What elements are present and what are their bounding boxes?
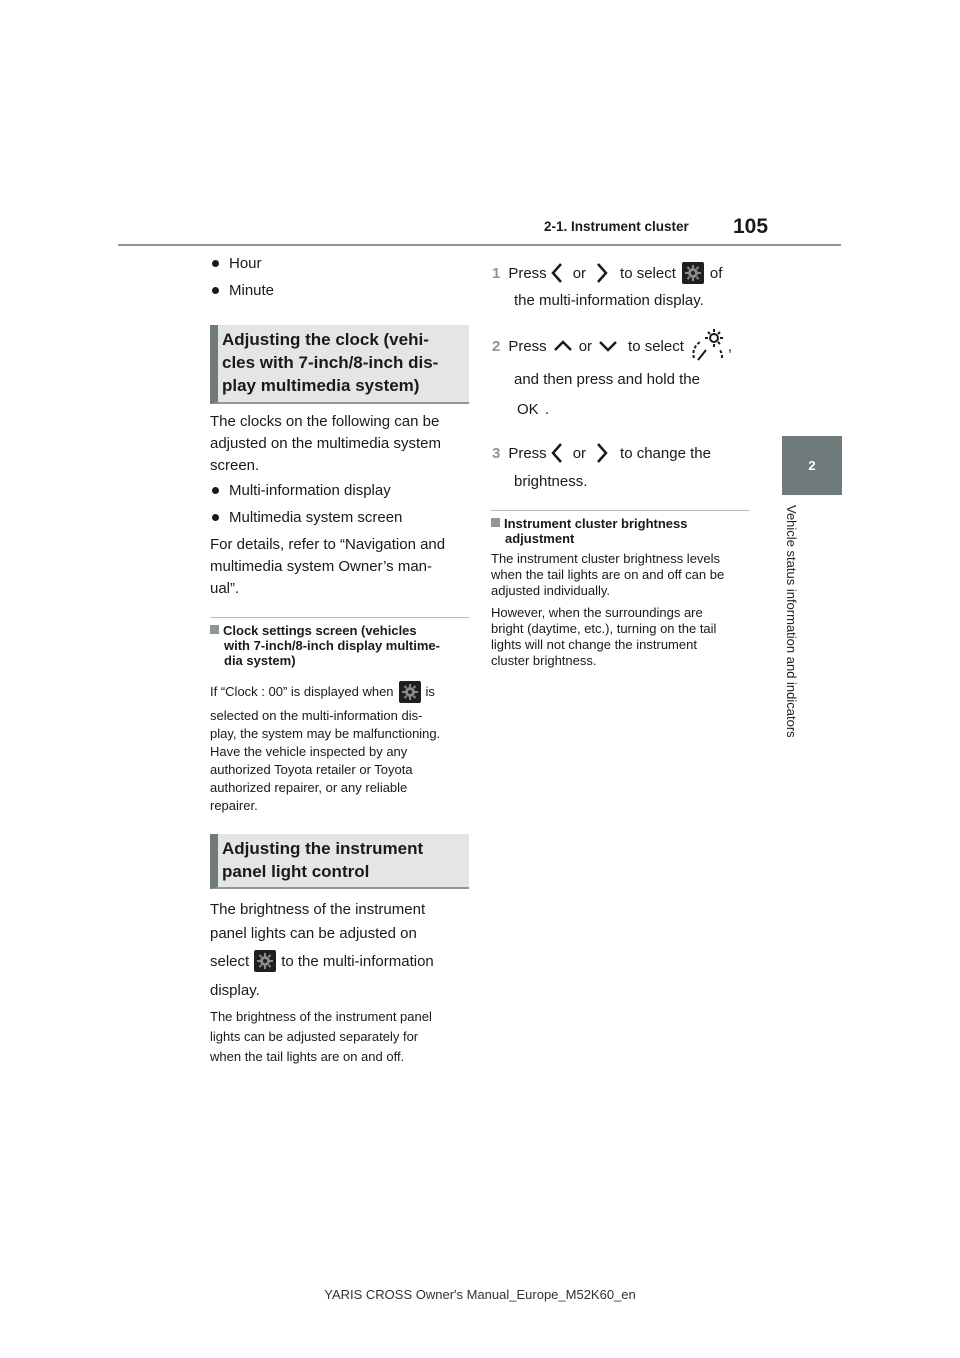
note-clock-line1: If “Clock : 00” is displayed when is — [210, 681, 472, 703]
chapter-tab — [782, 436, 842, 495]
subsection-divider — [210, 617, 469, 618]
paragraph-brightness: The brightness of the instrument panel lights can be adjusted on — [210, 901, 426, 942]
chevron-right-icon — [590, 261, 612, 285]
note-brightness: The brightness of the instrument panel lights can be adjusted separately for when the tail lights are on and off. — [210, 1009, 432, 1064]
note-cluster-surroundings: However, when the surroundings are bright (daytime, etc.), turning on the tail lights will not change the instrument cluster brightness. — [491, 605, 717, 668]
subheading-clock-settings: Clock settings screen (vehicles with 7-inch/8-inch display multime- dia system) — [210, 623, 472, 668]
paragraph-brightness-end: display. — [210, 982, 260, 999]
note-clock-rest: selected on the multi-information dis- play, the system may be malfunctioning. Have the vehicle inspected by any authorized Toyota retailer or Toyota authorized repairer, or any reliable repairer. — [210, 708, 441, 813]
section-title: 2-1. Instrument cluster — [544, 219, 689, 234]
step-2-line2: and then press and hold the — [514, 371, 700, 388]
bullet-dot-icon — [212, 260, 219, 267]
chevron-left-icon — [547, 261, 569, 285]
step-1-line2: the multi-information display. — [514, 292, 704, 309]
brightness-icon — [690, 328, 726, 364]
chapter-number: 2 — [808, 458, 816, 473]
page-number: 105 — [733, 215, 769, 238]
settings-gear-icon — [682, 262, 704, 284]
step-2-line1: 2 Press or to select , — [492, 327, 732, 365]
step-1-line1: 1 Press or to select of — [492, 261, 722, 285]
chevron-right-icon — [590, 441, 612, 465]
header-divider — [118, 244, 841, 246]
paragraph-clocks: The clocks on the following can be adjusted on the multimedia system screen. — [210, 413, 441, 474]
chapter-side-label — [782, 505, 807, 755]
step-2-ok: OK . — [517, 401, 550, 418]
square-bullet-icon — [210, 625, 219, 634]
step-3-line2: brightness. — [514, 473, 588, 490]
step-3-line1: 3 Press or to change the — [492, 441, 711, 465]
heading-panel-light: Adjusting the instrument panel light control — [210, 834, 469, 889]
settings-gear-icon — [254, 950, 276, 972]
bullet-dot-icon — [212, 487, 219, 494]
subheading-cluster-brightness: Instrument cluster brightness adjustment — [491, 516, 753, 546]
settings-gear-icon — [399, 681, 421, 703]
bullet-minute: Minute — [211, 282, 274, 299]
chapter-title-vertical: Vehicle status information and indicators — [784, 505, 799, 738]
chevron-left-icon — [547, 441, 569, 465]
paragraph-details: For details, refer to “Navigation and multimedia system Owner’s man- ual”. — [210, 536, 446, 597]
heading-adjusting-clock: Adjusting the clock (vehi- cles with 7-inch/8-inch dis- play multimedia system) — [210, 325, 469, 404]
bullet-dot-icon — [212, 287, 219, 294]
bullet-hour: Hour — [211, 255, 262, 272]
bullet-dot-icon — [212, 514, 219, 521]
ok-button-label: OK — [517, 401, 539, 418]
bullet-multi-info: Multi-information display — [211, 482, 391, 499]
square-bullet-icon — [491, 518, 500, 527]
bullet-multimedia: Multimedia system screen — [211, 509, 402, 526]
subsection-divider — [491, 510, 750, 511]
chevron-up-icon — [551, 336, 575, 356]
chevron-down-icon — [596, 336, 620, 356]
footer-manual-id: YARIS CROSS Owner's Manual_Europe_M52K60_en — [324, 1287, 636, 1302]
paragraph-brightness-select: select to the multi-information — [210, 950, 434, 972]
note-cluster-levels: The instrument cluster brightness levels when the tail lights are on and off can be adjusted individually. — [491, 551, 725, 598]
